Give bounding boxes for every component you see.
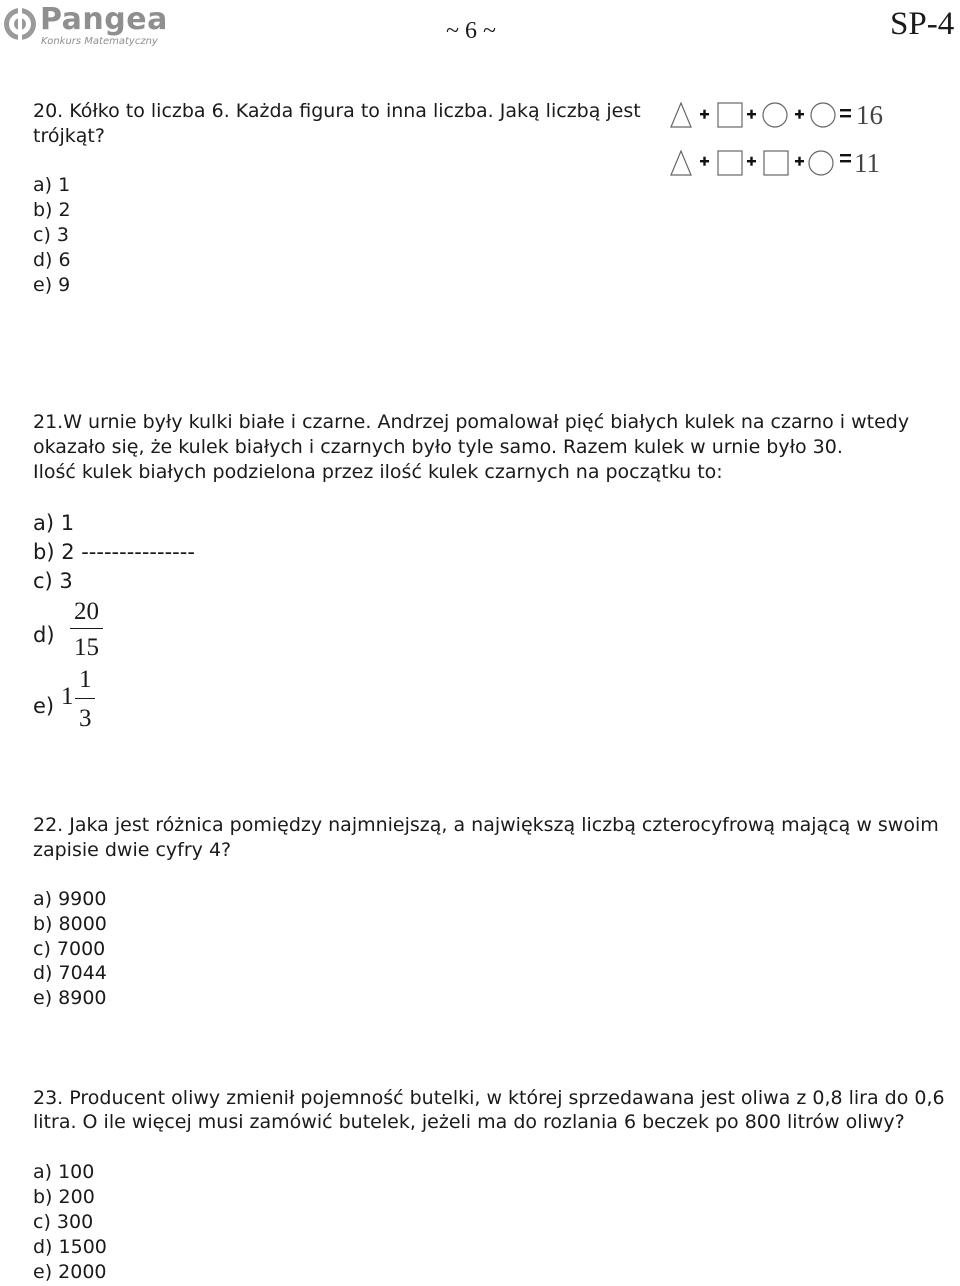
logo-wordmark: Pangea <box>40 2 168 37</box>
fraction-numerator: 20 <box>74 598 99 625</box>
plus-sign <box>747 157 756 166</box>
question-text: 22. Jaka jest różnica pomiędzy najmniejszą, a największą liczbą czterocyfrową mającą w swoim <box>33 814 939 836</box>
answer-option: c) 3 <box>33 569 73 593</box>
equation-result: 11 <box>854 148 880 178</box>
answer-option: b) 8000 <box>33 913 107 935</box>
question-text: 21.W urnie były kulki białe i czarne. Andrzej pomalował pięć białych kulek na czarno i wtedy <box>33 411 910 433</box>
equation-result: 16 <box>856 100 883 130</box>
triangle-icon <box>671 103 691 127</box>
question-text: Ilość kulek białych podzielona przez ilość kulek czarnych na początku to: <box>33 461 723 483</box>
answer-option: e) 9 <box>33 274 71 296</box>
answer-option: c) 300 <box>33 1211 94 1233</box>
answer-option: d) 7044 <box>33 962 107 984</box>
plus-sign <box>747 110 756 119</box>
answer-option: d) 1500 <box>33 1236 107 1258</box>
plus-sign <box>795 157 804 166</box>
answer-option: b) 2 <box>33 199 71 221</box>
circle-icon <box>763 103 787 127</box>
equation-row-1-shapes <box>668 100 868 130</box>
answer-option: a) 1 <box>33 511 75 535</box>
page-number: ~ 6 ~ <box>446 18 496 44</box>
question-text: trójkąt? <box>33 125 105 147</box>
answer-label: e) <box>33 694 55 718</box>
answer-option: a) 1 <box>33 174 71 196</box>
circle-icon <box>811 103 835 127</box>
plus-sign <box>700 110 709 119</box>
mixed-number-whole: 1 <box>61 683 74 710</box>
fraction-denominator: 3 <box>79 705 92 732</box>
answer-option: c) 3 <box>33 224 69 246</box>
square-icon <box>764 151 788 175</box>
question-text: 20. Kółko to liczba 6. Każda figura to inna liczba. Jaką liczbą jest <box>33 100 641 122</box>
answer-option: e) 2000 <box>33 1261 107 1283</box>
question-text: litra. O ile więcej musi zamówić butelek, jeżeli ma do rozlania 6 beczek po 800 litrów oliwy? <box>33 1111 905 1133</box>
triangle-icon <box>671 151 691 175</box>
question-text: zapisie dwie cyfry 4? <box>33 839 232 861</box>
answer-option: b) 2 --------------- <box>33 540 195 564</box>
answer-option: d) 6 <box>33 249 71 271</box>
circle-icon <box>809 151 833 175</box>
answer-option: a) 100 <box>33 1161 95 1183</box>
plus-sign <box>700 157 709 166</box>
square-icon <box>718 103 742 127</box>
answer-label: d) <box>33 623 55 647</box>
plus-sign <box>795 110 804 119</box>
equation-row-2-shapes <box>668 148 868 178</box>
answer-option: b) 200 <box>33 1186 95 1208</box>
logo-subtitle: Konkurs Matematyczny <box>41 36 158 47</box>
question-text: 23. Producent oliwy zmienił pojemność butelki, w której sprzedawana jest oliwa z 0,8 lira do 0,6 <box>33 1087 945 1109</box>
fraction-numerator: 1 <box>79 666 92 693</box>
fraction-bar <box>70 628 103 629</box>
square-icon <box>718 151 742 175</box>
answer-option: a) 9900 <box>33 888 107 910</box>
question-text: okazało się, że kulek białych i czarnych było tyle samo. Razem kulek w urnie było 30. <box>33 436 843 458</box>
equals-sign <box>840 154 851 162</box>
fraction-bar <box>75 698 95 699</box>
answer-option: c) 7000 <box>33 938 106 960</box>
fraction-denominator: 15 <box>74 634 99 661</box>
equals-sign <box>840 109 851 117</box>
category-code: SP-4 <box>890 6 955 42</box>
answer-option: e) 8900 <box>33 987 107 1009</box>
